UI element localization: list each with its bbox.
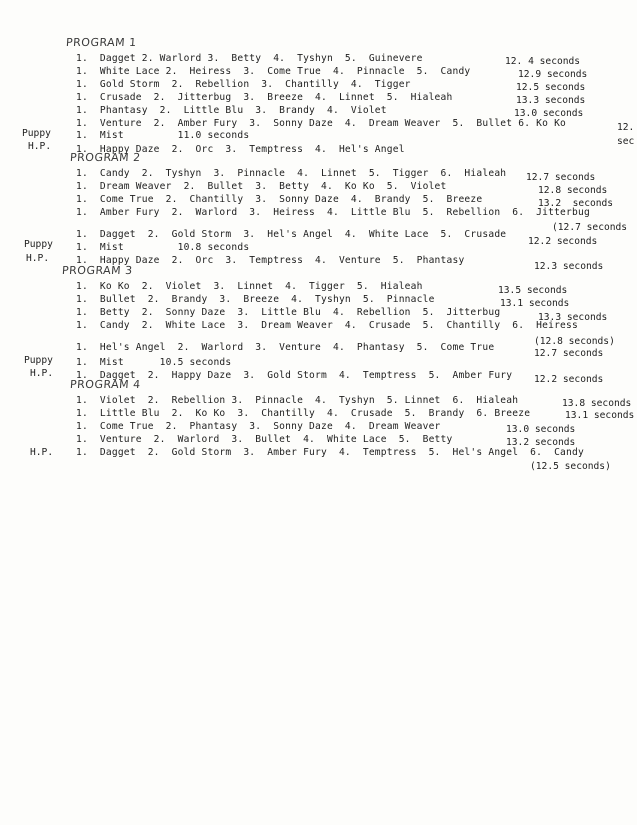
program-1-race-5: 1. Phantasy 2. Little Blu 3. Brandy 4. Violet — [76, 105, 387, 116]
program-1-race-3: 1. Gold Storm 2. Rebellion 3. Chantilly 4. Tigger — [76, 79, 411, 90]
program-1-race-4-time: 13.3 seconds — [516, 95, 586, 106]
program-3-race-1-time: 13.5 seconds — [498, 285, 568, 296]
program-2-race-1: 1. Candy 2. Tyshyn 3. Pinnacle 4. Linnet 5. Tigger 6. Hialeah — [76, 168, 507, 179]
program-2-race-4-time: (12.7 seconds — [552, 222, 628, 233]
program-1-race-6: 1. Venture 2. Amber Fury 3. Sonny Daze 4. Dream Weaver 5. Bullet 6. Ko Ko — [76, 118, 567, 129]
program-4-race-4: 1. Venture 2. Warlord 3. Bullet 4. White Lace 5. Betty — [76, 434, 453, 445]
program-2-race-3-time: 13.2 seconds — [538, 198, 614, 209]
program-3-race-1: 1. Ko Ko 2. Violet 3. Linnet 4. Tigger 5. Hialeah — [76, 281, 423, 292]
program-1-race-1-time: 12. 4 seconds — [505, 56, 581, 67]
program-2-race-2: 1. Dream Weaver 2. Bullet 3. Betty 4. Ko Ko 5. Violet — [76, 181, 447, 192]
program-1-puppy-label: Puppy — [22, 128, 51, 139]
program-1-puppy-time: sec — [617, 136, 635, 147]
program-4-hp-label: H.P. — [30, 447, 54, 458]
program-3-race-3: 1. Betty 2. Sonny Daze 3. Little Blu 4. Rebellion 5. Jitterbug — [76, 307, 501, 318]
program-1-race-3-time: 12.5 seconds — [516, 82, 586, 93]
program-2-race-4: 1. Amber Fury 2. Warlord 3. Heiress 4. Little Blu 5. Rebellion 6. Jitterbug — [76, 207, 590, 218]
program-1-race-2: 1. White Lace 2. Heiress 3. Come True 4. Pinnacle 5. Candy — [76, 66, 471, 77]
program-1-race-6-time: 12. — [617, 122, 635, 133]
program-4-race-1-time: 13.8 seconds — [562, 398, 632, 409]
program-3-hp-label: H.P. — [30, 368, 54, 379]
program-3-hp-race: 1. Dagget 2. Happy Daze 3. Gold Storm 4. Temptress 5. Amber Fury — [76, 370, 513, 381]
program-3-hp-time: 12.2 seconds — [534, 374, 604, 385]
program-4-race-2-time: 13.1 seconds — [565, 410, 635, 421]
program-1-heading: PROGRAM 1 — [65, 36, 138, 49]
program-2-race-5-time: 12.2 seconds — [528, 236, 598, 247]
program-2-hp-time: 12.3 seconds — [534, 261, 604, 272]
program-1-race-5-time: 13.0 seconds — [514, 108, 584, 119]
program-3-race-3-time: 13.3 seconds — [538, 312, 608, 323]
program-3-heading: PROGRAM 3 — [61, 264, 134, 277]
program-3-race-4-time: (12.8 seconds) — [534, 336, 615, 347]
program-2-puppy-race: 1. Mist 10.8 seconds — [76, 242, 250, 253]
program-2-race-2-time: 12.8 seconds — [538, 185, 608, 196]
program-2-puppy-label: Puppy — [24, 239, 53, 250]
program-4-race-2: 1. Little Blu 2. Ko Ko 3. Chantilly 4. Crusade 5. Brandy 6. Breeze — [76, 408, 531, 419]
program-4-race-3-time: 13.0 seconds — [506, 424, 576, 435]
program-1-hp-label: H.P. — [28, 141, 52, 152]
program-3-race-2-time: 13.1 seconds — [500, 298, 570, 309]
program-1-hp-race: 1. Happy Daze 2. Orc 3. Temptress 4. Hel's Angel — [76, 144, 405, 155]
program-2-hp-label: H.P. — [26, 253, 50, 264]
program-3-race-2: 1. Bullet 2. Brandy 3. Breeze 4. Tyshyn 5. Pinnacle — [76, 294, 435, 305]
program-3-race-4: 1. Candy 2. White Lace 3. Dream Weaver 4. Crusade 5. Chantilly 6. Heiress — [76, 320, 578, 331]
program-3-puppy-label: Puppy — [24, 355, 53, 366]
program-2-race-3: 1. Come True 2. Chantilly 3. Sonny Daze 4. Brandy 5. Breeze — [76, 194, 483, 205]
program-2-heading: PROGRAM 2 — [69, 151, 142, 164]
program-3-race-5: 1. Hel's Angel 2. Warlord 3. Venture 4. Phantasy 5. Come True — [76, 342, 495, 353]
program-4-hp-race: 1. Dagget 2. Gold Storm 3. Amber Fury 4. Temptress 5. Hel's Angel 6. Candy — [76, 447, 584, 458]
program-1-puppy-race: 1. Mist 11.0 seconds — [76, 130, 250, 141]
program-3-puppy-race: 1. Mist 10.5 seconds — [76, 357, 232, 368]
program-2-hp-race: 1. Happy Daze 2. Orc 3. Temptress 4. Venture 5. Phantasy — [76, 255, 465, 266]
program-1-race-2-time: 12.9 seconds — [518, 69, 588, 80]
program-1-race-4: 1. Crusade 2. Jitterbug 3. Breeze 4. Linnet 5. Hialeah — [76, 92, 453, 103]
program-4-heading: PROGRAM 4 — [69, 378, 142, 391]
program-2-race-5: 1. Dagget 2. Gold Storm 3. Hel's Angel 4. White Lace 5. Crusade — [76, 229, 507, 240]
program-1-race-1: 1. Dagget 2. Warlord 3. Betty 4. Tyshyn 5. Guinevere — [76, 53, 423, 64]
program-3-race-5-time: 12.7 seconds — [534, 348, 604, 359]
program-4-race-3: 1. Come True 2. Phantasy 3. Sonny Daze 4. Dream Weaver — [76, 421, 441, 432]
program-4-race-4-time: 13.2 seconds — [506, 437, 576, 448]
program-2-race-1-time: 12.7 seconds — [526, 172, 596, 183]
program-4-race-1: 1. Violet 2. Rebellion 3. Pinnacle 4. Tyshyn 5. Linnet 6. Hialeah — [76, 395, 519, 406]
program-4-hp-time: (12.5 seconds) — [530, 461, 611, 472]
